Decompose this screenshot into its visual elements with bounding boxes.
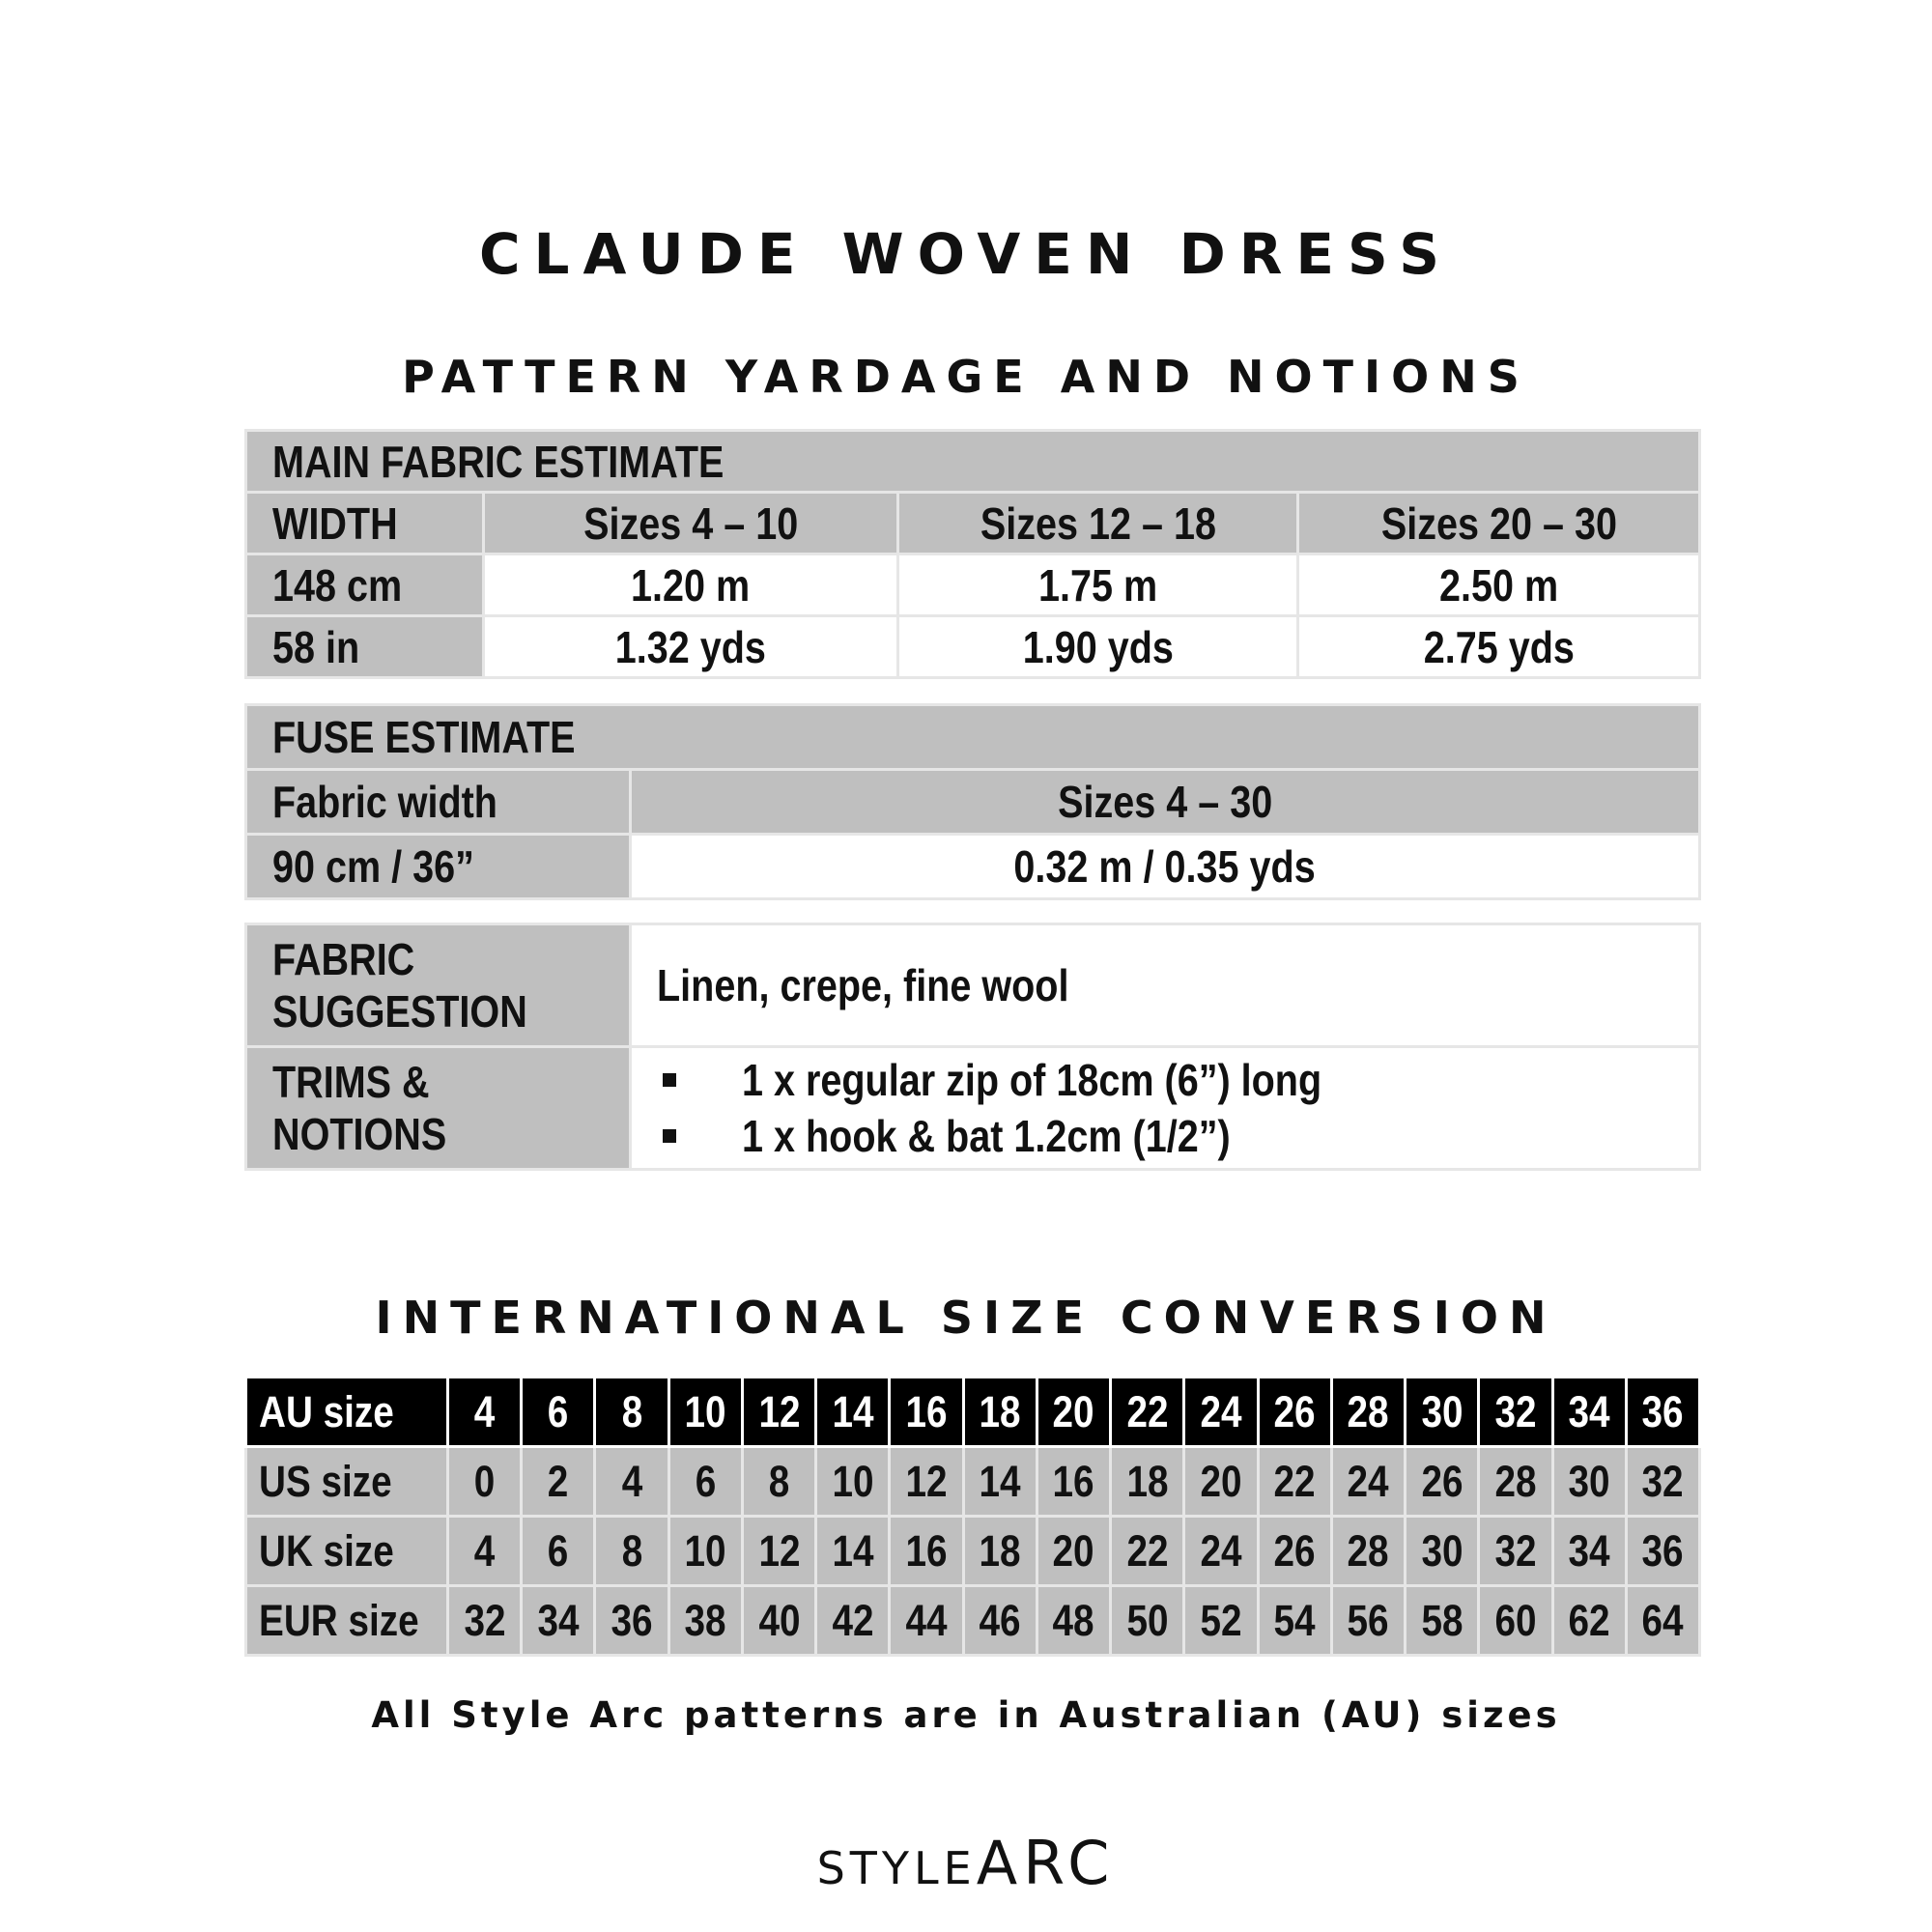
yardage-cell: 2.50 m	[1298, 554, 1700, 616]
table-row	[246, 616, 1700, 678]
eur-size-row	[246, 1586, 1700, 1656]
yardage-cell: 1.20 m	[484, 554, 898, 616]
fuse-size-range: Sizes 4 – 30	[631, 770, 1700, 835]
fabric-suggestion-value: Linen, crepe, fine wool	[631, 924, 1700, 1047]
au-size-cell: 22	[1111, 1378, 1184, 1447]
us-size-cell: 10	[816, 1447, 890, 1517]
eur-size-cell: 36	[595, 1586, 668, 1656]
main-fabric-table	[244, 429, 1701, 679]
bullet-icon	[663, 1129, 676, 1143]
us-size-cell: 26	[1406, 1447, 1479, 1517]
au-size-cell: 16	[890, 1378, 963, 1447]
eur-size-cell: 60	[1479, 1586, 1552, 1656]
au-size-cell: 18	[963, 1378, 1037, 1447]
suggestion-table	[244, 923, 1701, 1171]
eur-size-cell: 42	[816, 1586, 890, 1656]
uk-size-cell: 20	[1037, 1517, 1110, 1586]
conversion-heading: INTERNATIONAL SIZE CONVERSION	[375, 1292, 1557, 1344]
fabric-width-cell: 148 cm	[246, 554, 484, 616]
yardage-cell: 1.90 yds	[898, 616, 1298, 678]
uk-size-cell: 26	[1258, 1517, 1331, 1586]
size-range-header: Sizes 4 – 10	[484, 493, 898, 554]
list-item: 1 x regular zip of 18cm (6”) long	[657, 1052, 1698, 1108]
uk-size-row	[246, 1517, 1700, 1586]
uk-size-cell: 4	[448, 1517, 522, 1586]
yardage-cell: 2.75 yds	[1298, 616, 1700, 678]
au-size-cell: 12	[742, 1378, 815, 1447]
uk-size-cell: 18	[963, 1517, 1037, 1586]
au-size-cell: 14	[816, 1378, 890, 1447]
trims-label: TRIMS & NOTIONS	[246, 1047, 631, 1170]
trims-list-cell	[631, 1047, 1700, 1170]
page-title: CLAUDE WOVEN DRESS	[478, 221, 1453, 287]
us-size-cell: 18	[1111, 1447, 1184, 1517]
eur-size-cell: 62	[1552, 1586, 1626, 1656]
uk-size-cell: 12	[742, 1517, 815, 1586]
au-size-cell: 24	[1184, 1378, 1258, 1447]
eur-size-cell: 54	[1258, 1586, 1331, 1656]
au-size-cell: 8	[595, 1378, 668, 1447]
uk-size-cell: 32	[1479, 1517, 1552, 1586]
us-size-cell: 30	[1552, 1447, 1626, 1517]
eur-size-cell: 56	[1331, 1586, 1405, 1656]
eur-size-cell: 50	[1111, 1586, 1184, 1656]
table-row	[246, 493, 1700, 554]
us-size-cell: 0	[448, 1447, 522, 1517]
eur-size-cell: 32	[448, 1586, 522, 1656]
us-size-row	[246, 1447, 1700, 1517]
uk-size-cell: 22	[1111, 1517, 1184, 1586]
us-size-cell: 6	[668, 1447, 742, 1517]
fuse-width-cell: 90 cm / 36”	[246, 835, 631, 899]
au-size-cell: 34	[1552, 1378, 1626, 1447]
size-range-header: Sizes 12 – 18	[898, 493, 1298, 554]
list-item: 1 x hook & bat 1.2cm (1/2”)	[657, 1108, 1698, 1164]
us-size-cell: 12	[890, 1447, 963, 1517]
uk-size-cell: 10	[668, 1517, 742, 1586]
us-size-cell: 4	[595, 1447, 668, 1517]
au-size-label: AU size	[246, 1378, 448, 1447]
style-arc-logo	[0, 1828, 1932, 1898]
us-size-cell: 8	[742, 1447, 815, 1517]
au-size-cell: 28	[1331, 1378, 1405, 1447]
uk-size-label: UK size	[246, 1517, 448, 1586]
table-row	[246, 705, 1700, 770]
fuse-width-label: Fabric width	[246, 770, 631, 835]
table-row	[246, 924, 1700, 1047]
yardage-cell: 1.32 yds	[484, 616, 898, 678]
table-row	[246, 1047, 1700, 1170]
eur-size-cell: 46	[963, 1586, 1037, 1656]
yardage-cell: 1.75 m	[898, 554, 1298, 616]
au-size-cell: 26	[1258, 1378, 1331, 1447]
au-size-cell: 36	[1626, 1378, 1699, 1447]
main-fabric-header: MAIN FABRIC ESTIMATE	[246, 431, 1700, 493]
us-size-label: US size	[246, 1447, 448, 1517]
trims-list	[632, 1052, 1698, 1164]
table-row	[246, 431, 1700, 493]
us-size-cell: 2	[522, 1447, 595, 1517]
eur-size-label: EUR size	[246, 1586, 448, 1656]
eur-size-cell: 38	[668, 1586, 742, 1656]
yardage-heading: PATTERN YARDAGE AND NOTIONS	[402, 351, 1530, 403]
table-row	[246, 554, 1700, 616]
us-size-cell: 16	[1037, 1447, 1110, 1517]
au-size-cell: 30	[1406, 1378, 1479, 1447]
au-size-cell: 20	[1037, 1378, 1110, 1447]
bullet-icon	[663, 1073, 676, 1087]
uk-size-cell: 30	[1406, 1517, 1479, 1586]
au-size-cell: 6	[522, 1378, 595, 1447]
eur-size-cell: 44	[890, 1586, 963, 1656]
au-sizes-note: All Style Arc patterns are in Australian (AU) sizes	[371, 1694, 1561, 1736]
uk-size-cell: 36	[1626, 1517, 1699, 1586]
fabric-suggestion-label: FABRIC SUGGESTION	[246, 924, 631, 1047]
uk-size-cell: 14	[816, 1517, 890, 1586]
au-size-cell: 10	[668, 1378, 742, 1447]
logo-style: STYLE	[816, 1842, 977, 1894]
us-size-cell: 22	[1258, 1447, 1331, 1517]
uk-size-cell: 34	[1552, 1517, 1626, 1586]
table-row	[246, 770, 1700, 835]
uk-size-cell: 16	[890, 1517, 963, 1586]
eur-size-cell: 58	[1406, 1586, 1479, 1656]
uk-size-cell: 24	[1184, 1517, 1258, 1586]
size-range-header: Sizes 20 – 30	[1298, 493, 1700, 554]
uk-size-cell: 28	[1331, 1517, 1405, 1586]
eur-size-cell: 52	[1184, 1586, 1258, 1656]
uk-size-cell: 8	[595, 1517, 668, 1586]
eur-size-cell: 48	[1037, 1586, 1110, 1656]
au-size-cell: 32	[1479, 1378, 1552, 1447]
eur-size-cell: 64	[1626, 1586, 1699, 1656]
table-row	[246, 835, 1700, 899]
us-size-cell: 32	[1626, 1447, 1699, 1517]
fuse-table	[244, 703, 1701, 900]
fuse-header: FUSE ESTIMATE	[246, 705, 1700, 770]
us-size-cell: 28	[1479, 1447, 1552, 1517]
au-size-row	[246, 1378, 1700, 1447]
us-size-cell: 14	[963, 1447, 1037, 1517]
us-size-cell: 20	[1184, 1447, 1258, 1517]
uk-size-cell: 6	[522, 1517, 595, 1586]
size-conversion-table	[244, 1376, 1701, 1657]
fabric-width-cell: 58 in	[246, 616, 484, 678]
eur-size-cell: 40	[742, 1586, 815, 1656]
logo-arc: ARC	[976, 1828, 1116, 1898]
us-size-cell: 24	[1331, 1447, 1405, 1517]
fuse-value-cell: 0.32 m / 0.35 yds	[631, 835, 1700, 899]
au-size-cell: 4	[448, 1378, 522, 1447]
width-label: WIDTH	[246, 493, 484, 554]
eur-size-cell: 34	[522, 1586, 595, 1656]
